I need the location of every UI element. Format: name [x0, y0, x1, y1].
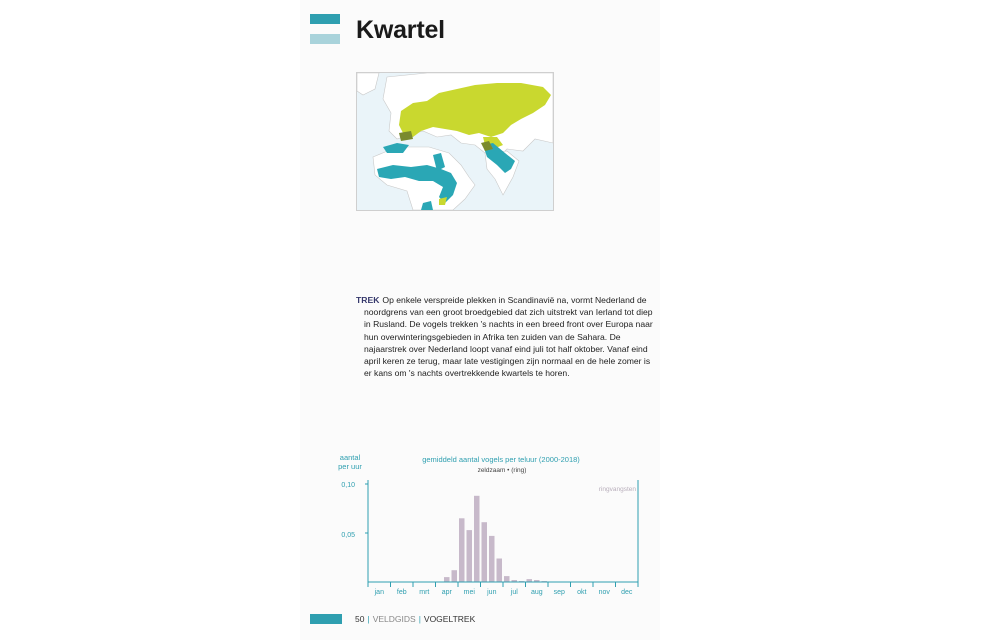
migration-chart [300, 448, 650, 608]
month-label-sep: sep [553, 589, 565, 596]
month-label-jan: jan [374, 589, 384, 596]
footer-guide: VELDGIDS [372, 614, 416, 624]
month-label-jul: jul [510, 589, 518, 596]
page-title: Kwartel [356, 16, 445, 44]
page-footer [355, 614, 475, 624]
page-number: 50 [355, 614, 365, 624]
month-label-okt: okt [577, 589, 587, 596]
chart-ylabel-line1: aantal [339, 453, 361, 462]
trek-text: Op enkele verspreide plekken in Scandinavië na, vormt Nederland de noordgrens van een groot broedgebied dat zich uitstrekt van Ierland tot diep in Rusland. De vogels trekken 's nachts in een breed front over Europa naar hun overwinteringsgebieden in Afrika ten zuiden van de Sahara. De najaarstrek over Nederland loopt vanaf eind juli tot half oktober. Vanaf eind april keren ze terug, maar late vestigingen zijn normaal en de hele zomer is er kans om 's nachts overtrekkende kwartels te horen. [364, 295, 653, 379]
footer-book: VOGELTREK [423, 614, 476, 624]
trek-paragraph [356, 294, 654, 379]
y-tick-label-0-05: 0,05 [341, 532, 355, 539]
chart-ylabel-line2: per uur [338, 462, 362, 471]
chart-bar-12 [459, 518, 465, 582]
month-label-mei: mei [463, 589, 475, 596]
footer-bar [310, 614, 342, 624]
chart-bar-10 [444, 577, 450, 582]
chart-bar-16 [489, 536, 495, 582]
month-label-nov: nov [598, 589, 610, 596]
chart-subtitle: zeldzaam • (ring) [477, 467, 527, 474]
trek-lead: TREK [356, 295, 380, 305]
chart-bar-13 [467, 530, 473, 582]
distribution-map [356, 72, 554, 211]
chart-bar-15 [482, 522, 488, 582]
chart-legend: ringvangsten [598, 486, 636, 493]
title-bar-light [310, 34, 340, 44]
chart-title: gemiddeld aantal vogels per teluur (2000-2018) [422, 455, 580, 464]
chart-bar-11 [452, 570, 458, 582]
month-label-dec: dec [621, 589, 633, 596]
range-map-svg [357, 73, 553, 210]
chart-bar-18 [504, 576, 510, 582]
month-label-mrt: mrt [419, 589, 430, 596]
y-tick-label-0-10: 0,10 [341, 482, 355, 489]
title-bar-dark [310, 14, 340, 24]
chart-month-labels [374, 589, 633, 596]
footer-separator: | [367, 614, 370, 624]
chart-bar-17 [497, 559, 503, 583]
chart-bars [444, 496, 547, 582]
land-greenland [357, 73, 379, 95]
month-label-feb: feb [396, 589, 407, 596]
month-label-apr: apr [441, 589, 452, 596]
month-label-aug: aug [530, 589, 543, 596]
chart-bar-14 [474, 496, 480, 582]
month-label-jun: jun [487, 589, 497, 596]
footer-separator-2: | [418, 614, 421, 624]
